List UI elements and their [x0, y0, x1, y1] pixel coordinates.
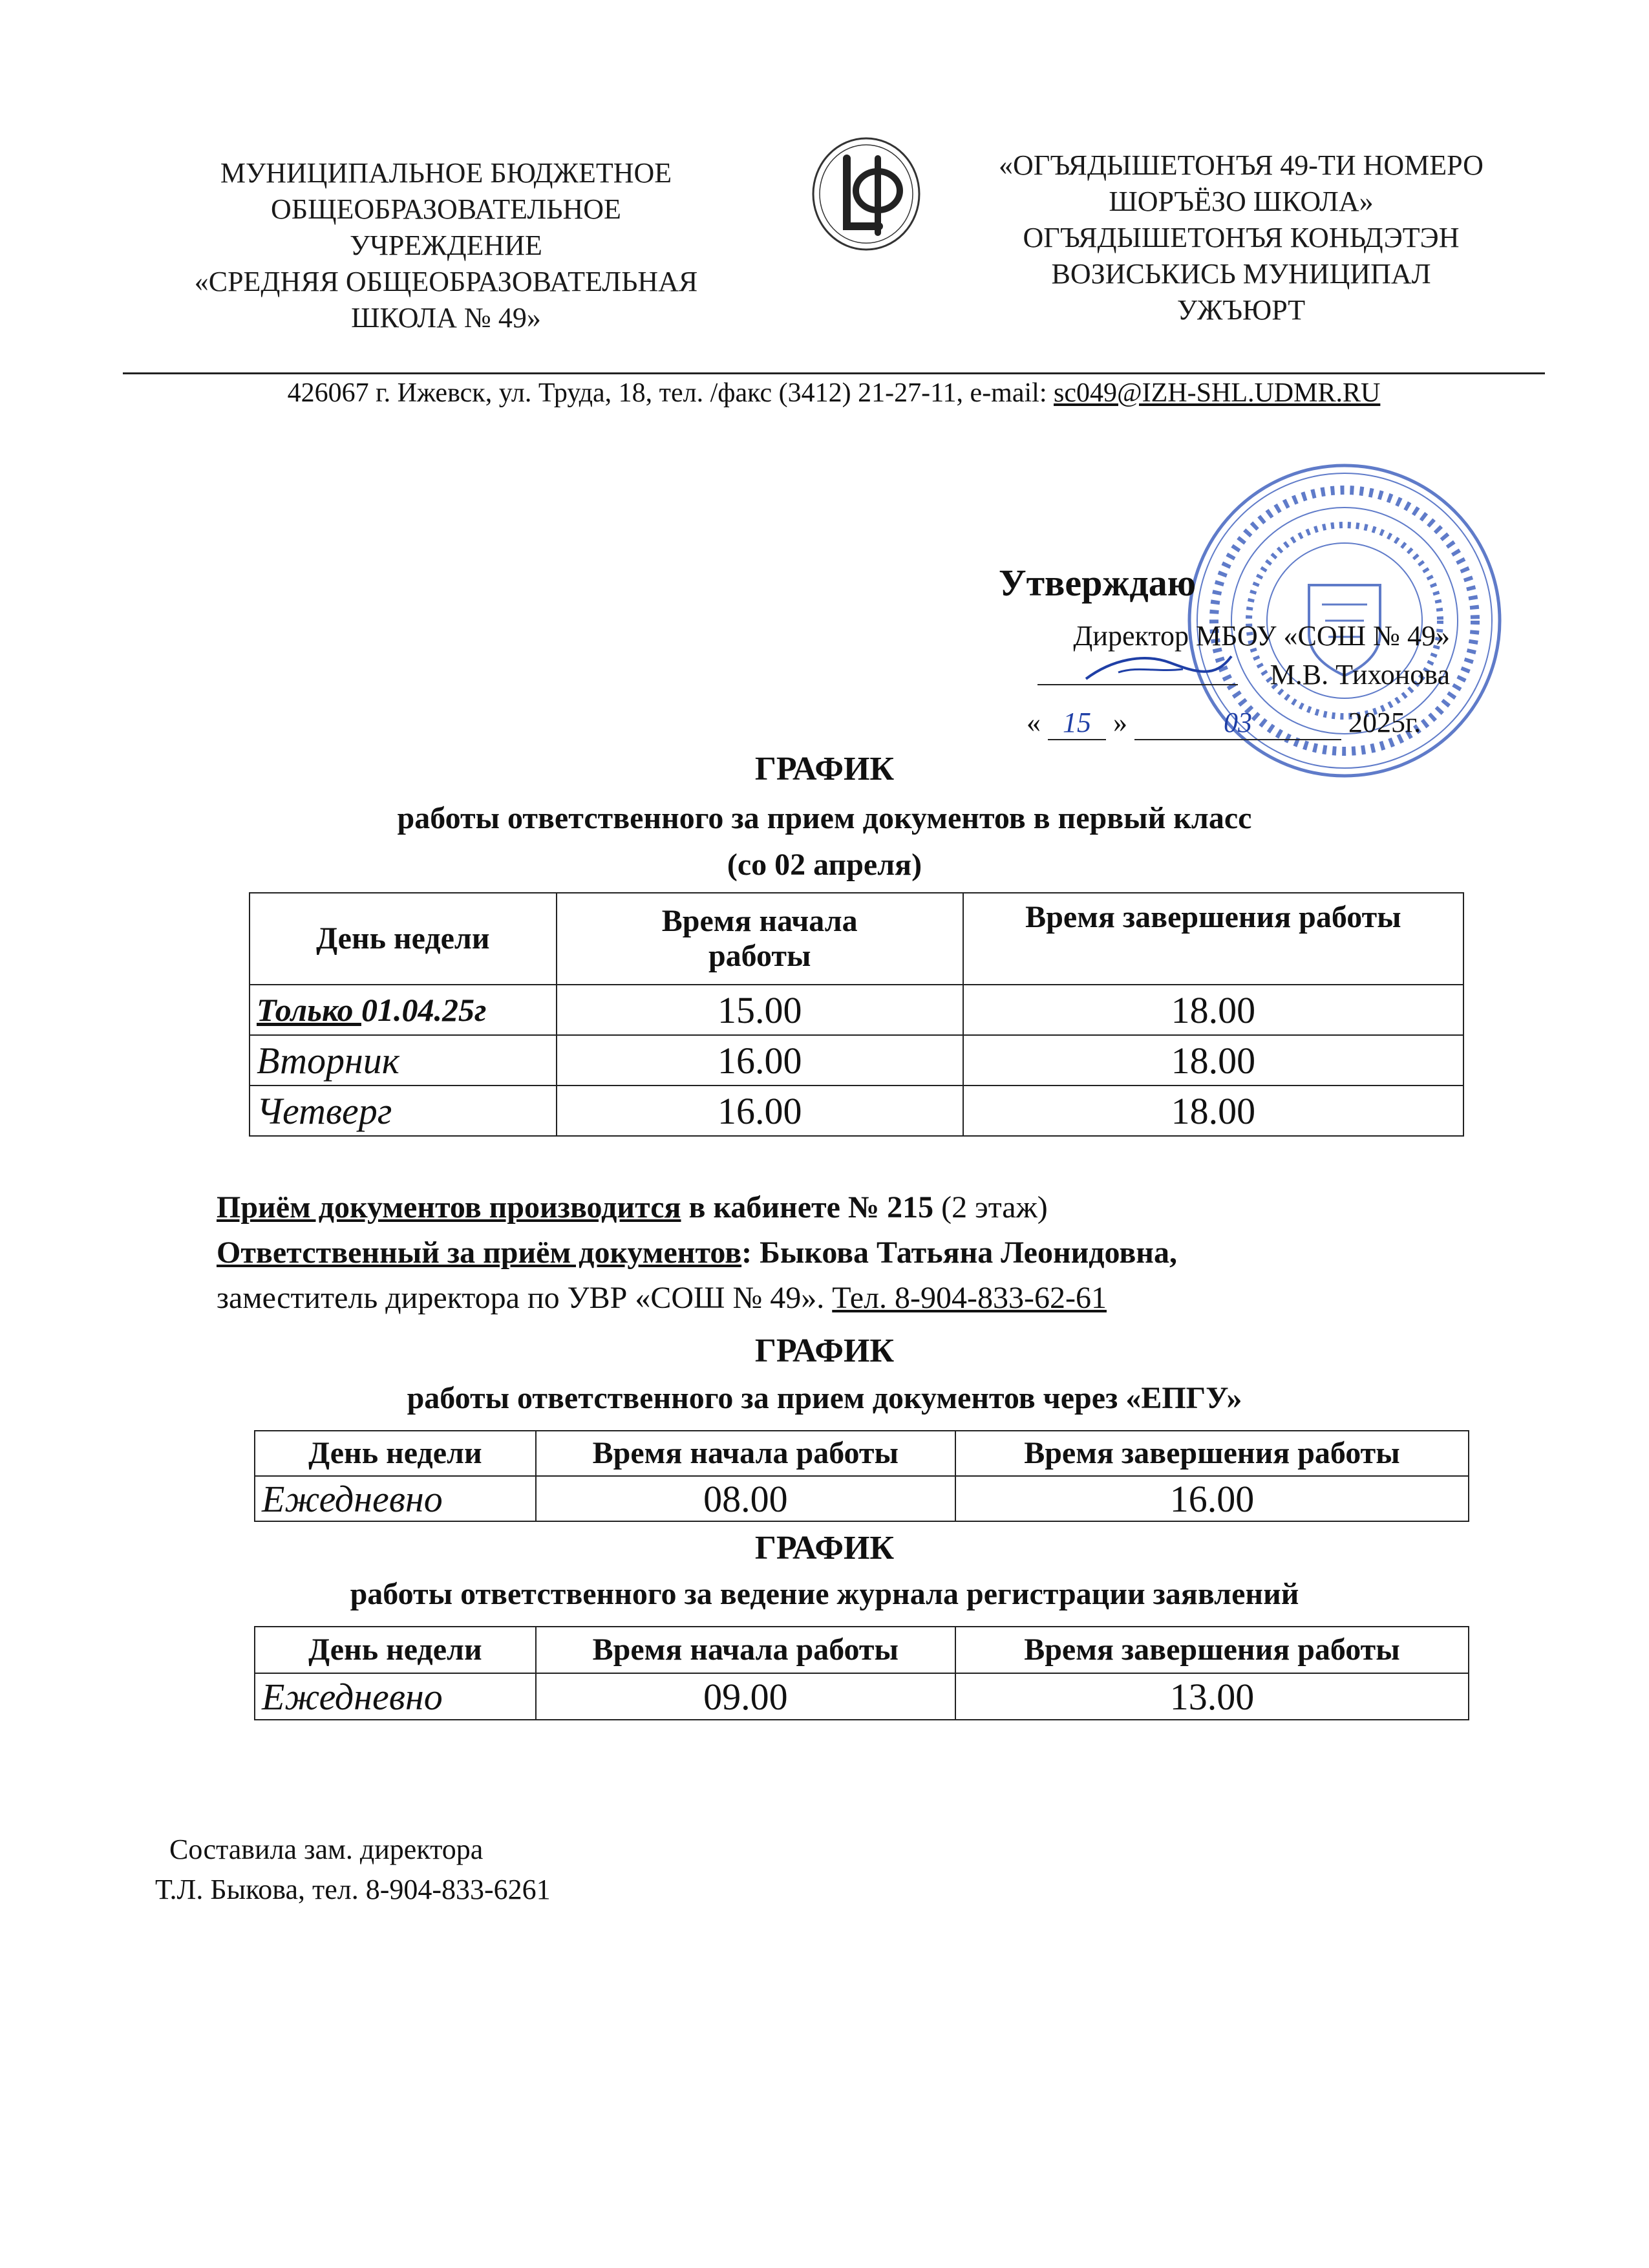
schedule3-subtitle: работы ответственного за ведение журнала регистрации заявлений [350, 1577, 1299, 1611]
info-room: в кабинете № 215 [681, 1190, 934, 1225]
info-line-responsible [217, 1235, 1177, 1270]
approval-title: Утверждаю [999, 562, 1197, 604]
date-year: 2025г. [1348, 707, 1421, 738]
end-cell: 18.00 [963, 1086, 1463, 1136]
compiled-by [155, 1830, 551, 1910]
date-open-quote: « [1027, 707, 1041, 738]
table-row [250, 1086, 1463, 1136]
date-month: 03 [1134, 706, 1341, 740]
end-cell: 18.00 [963, 1035, 1463, 1086]
letterhead-right-line: «ОГЪЯДЫШЕТОНЪЯ 49-ТИ НОМЕРО [999, 149, 1484, 181]
schedule2-table [254, 1430, 1469, 1522]
start-cell: 09.00 [536, 1673, 955, 1720]
end-cell: 13.00 [955, 1673, 1469, 1720]
day-cell: Ежедневно [255, 1673, 536, 1720]
day-cell: Четверг [250, 1086, 557, 1136]
header-end: Время завершения работы [955, 1627, 1469, 1673]
schedule1-table [249, 892, 1464, 1137]
letterhead-left [129, 155, 763, 336]
table-header-row [255, 1627, 1469, 1673]
header-start-line: работы [708, 939, 811, 973]
day-cell: Ежедневно [255, 1476, 536, 1521]
letterhead-right-line: ОГЪЯДЫШЕТОНЪЯ КОНЬДЭТЭН [1023, 222, 1460, 253]
schedule3-table [254, 1626, 1469, 1720]
letterhead-right-line: УЖЪЮРТ [1176, 294, 1306, 326]
info-person: : Быкова Татьяна Леонидовна, [741, 1236, 1177, 1270]
day-cell: Вторник [250, 1035, 557, 1086]
start-cell: 08.00 [536, 1476, 955, 1521]
schedule1-title: ГРАФИК [754, 751, 895, 787]
compiled-by-line: Составила зам. директора [169, 1834, 484, 1865]
schedule1-subtitle: работы ответственного за прием документов в первый класс [397, 801, 1252, 835]
school-address [123, 375, 1545, 411]
date-close-quote: » [1113, 707, 1127, 738]
start-cell: 16.00 [557, 1086, 963, 1136]
letterhead-left-line: УЧРЕЖДЕНИЕ [350, 230, 542, 261]
table-row [250, 1035, 1463, 1086]
letterhead-left-line: МУНИЦИПАЛЬНОЕ БЮДЖЕТНОЕ [220, 157, 672, 189]
day-underlined: Только [257, 992, 361, 1028]
schedule2-subtitle: работы ответственного за прием документов через «ЕПГУ» [407, 1381, 1242, 1415]
header-divider [123, 372, 1545, 374]
table-header-row [255, 1431, 1469, 1476]
end-cell: 18.00 [963, 985, 1463, 1035]
day-cell [250, 985, 557, 1035]
table-header-row [250, 893, 1463, 985]
approval-position: Директор МБОУ «СОШ № 49» [1073, 620, 1450, 652]
letterhead-left-line: «СРЕДНЯЯ ОБЩЕОБРАЗОВАТЕЛЬНАЯ [194, 266, 698, 297]
schedule3-title: ГРАФИК [754, 1530, 895, 1567]
start-cell: 16.00 [557, 1035, 963, 1086]
letterhead-left-line: ОБЩЕОБРАЗОВАТЕЛЬНОЕ [271, 193, 621, 225]
compiled-by-contact: Т.Л. Быкова, тел. 8-904-833-6261 [155, 1874, 551, 1905]
approval-date [1027, 706, 1421, 740]
info-label: Приём документов производится [217, 1190, 681, 1225]
schedule1-period: (со 02 апреля) [727, 848, 922, 882]
info-floor: (2 этаж) [933, 1190, 1048, 1225]
info-label: Ответственный за приём документов [217, 1236, 742, 1270]
header-end: Время завершения работы [963, 893, 1463, 985]
header-start: Время начала работы [536, 1627, 955, 1673]
end-cell: 16.00 [955, 1476, 1469, 1521]
date-day: 15 [1048, 706, 1106, 740]
school-logo [802, 129, 931, 259]
header-day: День недели [255, 1627, 536, 1673]
signature-mark [1073, 634, 1241, 698]
header-day: День недели [255, 1431, 536, 1476]
approval-name: М.В. Тихонова [1270, 659, 1450, 690]
letterhead-right-line: ВОЗИСЬКИСЬ МУНИЦИПАЛ [1051, 258, 1431, 290]
address-text: 426067 г. Ижевск, ул. Труда, 18, тел. /факс (3412) 21-27-11, e-mail: [287, 378, 1047, 408]
header-start: Время начала работы [536, 1431, 955, 1476]
info-phone: Тел. 8-904-833-62-61 [832, 1281, 1107, 1315]
info-line-room [217, 1190, 1048, 1225]
table-row [255, 1476, 1469, 1521]
start-cell: 15.00 [557, 985, 963, 1035]
letterhead-right [937, 147, 1545, 328]
letterhead-right-line: ШОРЪЁЗО ШКОЛА» [1109, 186, 1374, 217]
table-row [250, 985, 1463, 1035]
schedule2-title: ГРАФИК [754, 1332, 895, 1369]
email-link[interactable]: sc049@IZH-SHL.UDMR.RU [1054, 378, 1381, 408]
header-start-line: Время начала [661, 904, 858, 938]
header-end: Время завершения работы [955, 1431, 1469, 1476]
header-day: День недели [250, 893, 557, 985]
day-date: 01.04.25г [361, 992, 487, 1028]
info-role: заместитель директора по УВР «СОШ № 49». [217, 1281, 833, 1315]
info-line-phone [217, 1280, 1107, 1316]
table-row [255, 1673, 1469, 1720]
header-start [557, 893, 963, 985]
letterhead-left-line: ШКОЛА № 49» [351, 302, 541, 334]
